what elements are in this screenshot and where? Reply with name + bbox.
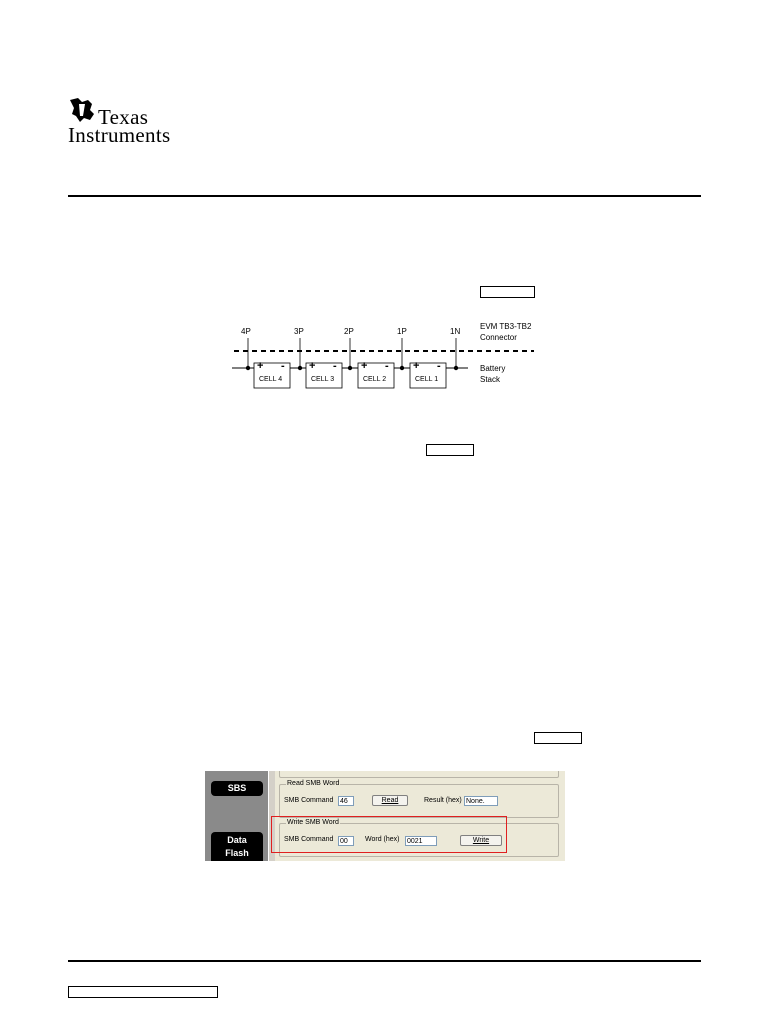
write-command-input[interactable]: 00 [338,836,354,846]
plus-sign: + [413,360,420,372]
write-command-label: SMB Command [284,836,334,843]
cell-label: CELL 1 [415,376,439,383]
sidebar-data-label: Data [227,835,247,845]
result-label: Result (hex) [424,797,462,804]
connector-text: Connector [480,333,517,342]
connector-label-3p: 3P [294,327,304,336]
sidebar [205,771,268,861]
result-field[interactable]: None. [464,796,498,806]
sidebar-data-flash-button[interactable] [211,832,263,861]
logo-line1: Texas [98,105,149,129]
minus-sign: - [385,360,389,372]
evsw-screenshot [205,771,565,861]
connector-label-2p: 2P [344,327,354,336]
minus-sign: - [281,360,285,372]
footer-rule [68,960,701,962]
header-rule [68,195,701,197]
sidebar-flash-label: Flash [225,848,249,858]
connector-label-1n: 1N [450,327,461,336]
evm-label: EVM TB3-TB2 [480,322,532,331]
footer-box[interactable] [68,986,218,998]
read-group-title: Read SMB Word [287,780,340,787]
logo-line2: Instruments [68,123,171,147]
cell-label: CELL 3 [311,376,335,383]
read-command-label: SMB Command [284,797,334,804]
plus-sign: + [361,360,368,372]
write-group-title: Write SMB Word [287,819,339,826]
sidebar-sbs-button[interactable]: SBS [211,781,263,796]
stack-label: Stack [480,375,501,384]
connector-label-4p: 4P [241,327,251,336]
minus-sign: - [333,360,337,372]
figure-ref-box[interactable] [426,444,474,456]
read-smb-word-group [279,780,559,818]
figure-ref-box[interactable] [480,286,535,298]
ti-state-icon [68,96,100,124]
connector-label-1p: 1P [397,327,407,336]
write-button[interactable]: Write [460,835,502,846]
cell-label: CELL 4 [259,376,283,383]
cell-label: CELL 2 [363,376,387,383]
word-input[interactable]: 0021 [405,836,437,846]
minus-sign: - [437,360,441,372]
plus-sign: + [257,360,264,372]
read-command-input[interactable]: 46 [338,796,354,806]
word-label: Word (hex) [365,836,400,843]
ti-logo [68,96,213,148]
read-button[interactable]: Read [372,795,408,806]
battery-stack-diagram [228,318,558,400]
upper-groupbox [279,771,559,778]
figure-ref-box[interactable] [534,732,582,744]
highlight-box [271,816,507,853]
battery-label: Battery [480,364,506,373]
plus-sign: + [309,360,316,372]
